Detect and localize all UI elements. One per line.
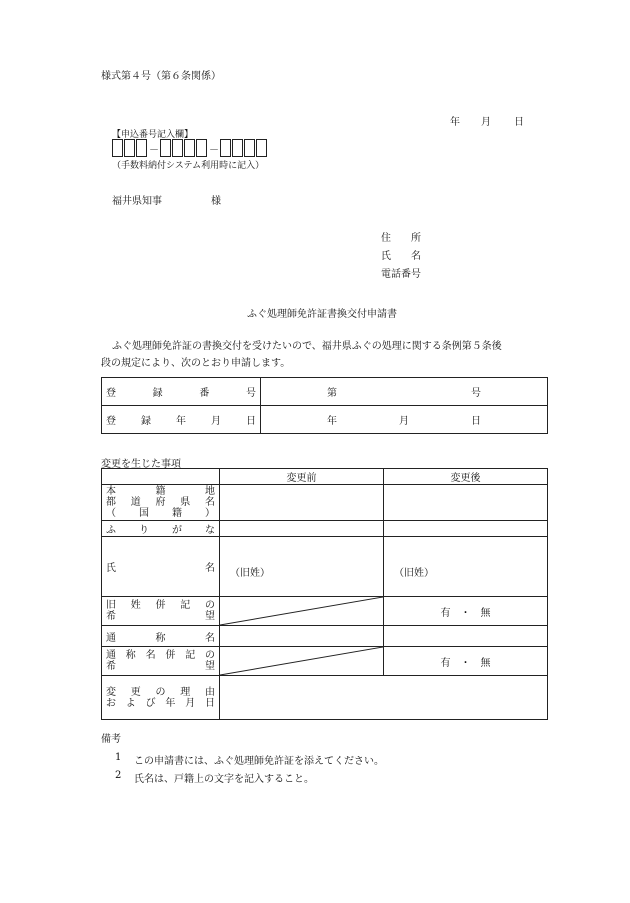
remark-item-number: 1 (115, 752, 122, 763)
digit-box[interactable] (232, 139, 243, 157)
remarks-heading: 備考 (101, 734, 121, 745)
domicile-before-cell[interactable] (220, 485, 384, 521)
remark-item-text: 氏名は、戸籍上の文字を記入すること。 (134, 774, 314, 785)
domicile-after-cell[interactable] (384, 485, 548, 521)
registration-number-label-cell (102, 378, 261, 406)
registration-number-value-cell[interactable] (261, 378, 548, 406)
furigana-before-cell[interactable] (220, 521, 384, 537)
old-surname-yes-no-option[interactable]: 有 ・ 無 (384, 597, 548, 626)
digit-box[interactable] (160, 139, 171, 157)
old-surname-after: （旧姓） (394, 568, 434, 579)
furigana-row (102, 521, 548, 537)
remark-item-text: この申請書には、ふぐ処理師免許証を添えてください。 (134, 756, 384, 767)
old-surname-label: 旧 姓 併 記 の 希 望 (106, 600, 215, 622)
registration-date-value-cell[interactable] (261, 406, 548, 434)
col-before-header: 変更前 (220, 469, 384, 485)
digit-box[interactable] (256, 139, 267, 157)
digit-box[interactable] (136, 139, 147, 157)
document-title: ふぐ処理師免許証書換交付申請書 (247, 309, 397, 320)
alias-combined-before-crossed-cell (220, 647, 384, 676)
number-separator: － (149, 144, 159, 156)
applicant-phone-label: 電話番号 (381, 269, 421, 280)
old-surname-before-crossed-cell (220, 597, 384, 626)
registration-number-suffix: 号 (471, 388, 481, 399)
alias-label-cell (102, 626, 220, 647)
diagonal-strike (220, 597, 383, 625)
registration-date-month: 月 (399, 416, 409, 427)
old-surname-label-cell (102, 597, 220, 626)
body-text-line2: 段の規定により、次のとおり申請します。 (101, 358, 291, 369)
domicile-row (102, 485, 548, 521)
col-after-header: 変更後 (384, 469, 548, 485)
alias-combined-yes-no-option[interactable]: 有 ・ 無 (384, 647, 548, 676)
domicile-label: 本 籍 地 都 道 府 県 名 （ 国 籍 ） (106, 486, 215, 519)
reason-label: 変 更 の 理 由 お よ び 年 月 日 (106, 686, 215, 709)
digit-box[interactable] (184, 139, 195, 157)
digit-box[interactable] (244, 139, 255, 157)
registration-date-year: 年 (327, 416, 337, 427)
reason-label-cell (102, 676, 220, 720)
addressee-honorific: 様 (211, 196, 221, 207)
header-blank-cell (102, 469, 220, 485)
registration-table (101, 377, 548, 434)
alias-combined-label: 通 称 名 併 記 の 希 望 (106, 650, 215, 672)
diagonal-strike (220, 647, 383, 675)
registration-date-row (102, 406, 548, 434)
registration-date-label: 登 録 年 月 日 (106, 416, 256, 427)
applicant-address-label: 住 所 (381, 233, 421, 244)
digit-box[interactable] (124, 139, 135, 157)
domicile-label-cell (102, 485, 220, 521)
registration-date-label-cell (102, 406, 261, 434)
reason-value-cell[interactable] (220, 676, 548, 720)
old-surname-before: （旧姓） (230, 568, 270, 579)
reason-row (102, 676, 548, 720)
name-after-cell[interactable] (384, 537, 548, 597)
remark-item-number: 2 (115, 770, 122, 781)
alias-before-cell[interactable] (220, 626, 384, 647)
digit-box[interactable] (112, 139, 123, 157)
name-before-cell[interactable] (220, 537, 384, 597)
digit-box[interactable] (172, 139, 183, 157)
registration-date-day: 日 (471, 416, 481, 427)
furigana-after-cell[interactable] (384, 521, 548, 537)
registration-number-prefix: 第 (327, 388, 337, 399)
date-year-label: 年 (450, 117, 460, 128)
addressee-name: 福井県知事 (112, 196, 162, 207)
name-label: 氏 名 (106, 563, 215, 574)
date-day-label: 日 (514, 117, 524, 128)
changes-header-row (102, 469, 548, 485)
furigana-label: ふ り が な (106, 525, 215, 536)
application-number-field[interactable] (112, 139, 268, 157)
digit-box[interactable] (196, 139, 207, 157)
registration-number-row (102, 378, 548, 406)
changes-table (101, 468, 548, 720)
alias-row (102, 626, 548, 647)
application-number-note: （手数料納付システム利用時に記入） (112, 161, 265, 171)
registration-number-label: 登 録 番 号 (106, 388, 256, 399)
date-month-label: 月 (481, 117, 491, 128)
changes-heading: 変更を生じた事項 (101, 459, 181, 470)
digit-box[interactable] (220, 139, 231, 157)
old-surname-row (102, 597, 548, 626)
number-separator: － (209, 144, 219, 156)
name-row (102, 537, 548, 597)
body-text-line1: ふぐ処理師免許証の書換交付を受けたいので、福井県ふぐの処理に関する条例第５条後 (112, 341, 502, 352)
alias-after-cell[interactable] (384, 626, 548, 647)
name-label-cell (102, 537, 220, 597)
applicant-name-label: 氏 名 (381, 251, 421, 262)
form-number: 様式第４号（第６条関係） (101, 71, 221, 82)
alias-label: 通 称 名 (106, 632, 215, 644)
furigana-label-cell (102, 521, 220, 537)
alias-combined-label-cell (102, 647, 220, 676)
application-number-label: 【申込番号記入欄】 (112, 130, 194, 140)
alias-combined-row (102, 647, 548, 676)
